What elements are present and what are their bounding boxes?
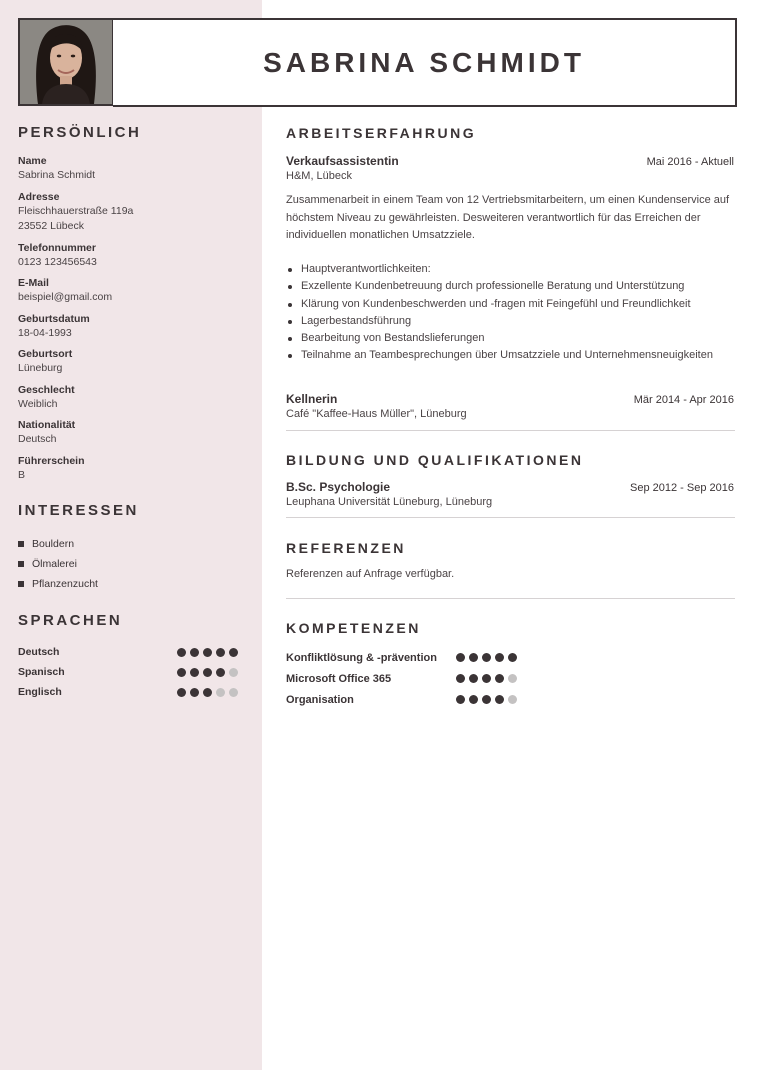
experience-section-title: ARBEITSERFAHRUNG [286,125,477,141]
personal-field-email [18,276,248,312]
skill-row [286,647,517,668]
list-item [18,554,98,574]
rating-dot-empty [508,674,517,683]
divider [286,517,735,518]
field-value: Lüneburg [18,362,63,374]
language-name: Spanisch [18,666,65,678]
job-date: Mär 2014 - Apr 2016 [633,394,734,406]
personal-section-title: PERSÖNLICH [18,124,142,141]
field-value: Fleischhauerstraße 119a [18,204,134,217]
field-label: Geschlecht [18,383,75,396]
field-value-line2: 23552 Lübeck [18,219,84,232]
rating-dot-filled [482,653,491,662]
rating-dots [177,688,238,697]
field-label: E-Mail [18,277,49,289]
list-item [18,574,98,594]
field-value: 18-04-1993 [18,326,72,339]
field-label: Führerschein [18,454,85,467]
rating-dot-filled [190,668,199,677]
field-label: Geburtsdatum [18,312,90,325]
field-value: Weiblich [18,397,58,410]
profile-photo [18,18,114,106]
rating-dot-filled [203,688,212,697]
personal-field-birthdate [18,312,248,348]
list-item: Hauptverantwortlichkeiten: [286,261,734,278]
rating-dot-filled [203,668,212,677]
language-name: Englisch [18,686,62,698]
personal-field-license [18,454,248,490]
rating-dot-filled [482,695,491,704]
languages-section-title: SPRACHEN [18,612,123,629]
skill-name: Organisation [286,693,354,706]
skills-list [286,647,517,710]
job-company: H&M, Lübeck [286,170,353,182]
interest-label: Pflanzenzucht [32,578,98,590]
bullet-square-icon [18,581,24,587]
divider [286,598,735,599]
candidate-name: SABRINA SCHMIDT [263,46,585,78]
rating-dot-filled [190,688,199,697]
list-item: Exzellente Kundenbetreuung durch professionelle Beratung und Unterstützung [286,278,734,295]
rating-dot-filled [508,653,517,662]
name-box [113,18,737,107]
list-item: Klärung von Kundenbeschwerden und -fragen mit Feingefühl und Freundlichkeit [286,296,734,313]
rating-dot-filled [229,648,238,657]
field-label: Telefonnummer [18,241,96,254]
field-value: beispiel@gmail.com [18,291,113,303]
list-item: Teilnahme an Teambesprechungen über Umsatzziele und Unternehmensneuigkeiten [286,347,734,364]
rating-dot-filled [216,668,225,677]
rating-dot-filled [216,648,225,657]
rating-dot-filled [469,653,478,662]
rating-dot-filled [456,695,465,704]
list-item: Bearbeitung von Bestandslieferungen [286,330,734,347]
language-row [18,642,238,662]
list-item: Lagerbestandsführung [286,313,734,330]
references-section-title: REFERENZEN [286,540,406,556]
personal-field-nationality [18,418,248,454]
education-section-title: BILDUNG UND QUALIFIKATIONEN [286,452,584,468]
rating-dot-filled [482,674,491,683]
personal-field-gender [18,383,248,419]
field-label: Adresse [18,190,60,203]
references-text: Referenzen auf Anfrage verfügbar. [286,568,455,580]
personal-field-birthplace [18,347,248,383]
rating-dots [456,674,517,683]
language-row [18,682,238,702]
rating-dot-empty [229,688,238,697]
language-row [18,662,238,682]
rating-dot-filled [177,688,186,697]
languages-list [18,642,238,702]
portrait-image [20,20,112,104]
job-entry [286,392,734,420]
rating-dot-filled [469,674,478,683]
bullet-square-icon [18,541,24,547]
field-value: 0123 123456543 [18,255,97,268]
rating-dots [456,695,517,704]
rating-dot-filled [456,653,465,662]
skill-row [286,689,517,710]
job-date: Mai 2016 - Aktuell [646,156,734,168]
rating-dots [177,668,238,677]
language-name: Deutsch [18,646,60,658]
rating-dot-filled [495,653,504,662]
divider [286,430,735,431]
field-value: Sabrina Schmidt [18,169,96,181]
education-institution: Leuphana Universität Lüneburg, Lüneburg [286,496,493,508]
rating-dot-filled [190,648,199,657]
rating-dot-empty [216,688,225,697]
interest-label: Ölmalerei [32,558,77,570]
field-label: Nationalität [18,419,76,431]
education-entry [286,480,734,508]
personal-details [18,154,248,489]
job-title: Verkaufsassistentin [286,154,399,168]
job-entry [286,154,734,182]
job-title: Kellnerin [286,392,338,406]
personal-field-address [18,190,248,241]
interests-list [18,534,98,594]
rating-dot-filled [456,674,465,683]
rating-dot-filled [177,648,186,657]
skills-section-title: KOMPETENZEN [286,620,421,636]
education-title: B.Sc. Psychologie [286,480,391,494]
field-value: B [18,468,26,481]
bullet-square-icon [18,561,24,567]
job-description: Zusammenarbeit in einem Team von 12 Vertriebsmitarbeitern, um einen Kundenservice auf höchstem Niveau zu gewährleisten. Desweiteren verantwortlich für das Erreichen der individuellen monatlichen Umsatzziele. [286,194,730,241]
rating-dots [456,653,517,662]
job-company: Café "Kaffee-Haus Müller", Lüneburg [286,408,467,420]
rating-dots [177,648,238,657]
skill-row [286,668,517,689]
list-item [18,534,98,554]
field-value: Deutsch [18,433,57,445]
field-label: Geburtsort [18,348,73,360]
skill-name: Microsoft Office 365 [286,672,392,685]
education-date: Sep 2012 - Sep 2016 [630,482,734,494]
interests-section-title: INTERESSEN [18,502,139,519]
rating-dot-filled [495,674,504,683]
rating-dot-empty [508,695,517,704]
rating-dot-filled [469,695,478,704]
rating-dot-filled [177,668,186,677]
personal-field-name [18,154,248,190]
interest-label: Bouldern [32,538,75,550]
job-bullets [286,261,734,365]
rating-dot-filled [495,695,504,704]
skill-name: Konfliktlösung & -prävention [286,651,437,664]
rating-dot-empty [229,668,238,677]
field-label: Name [18,155,47,167]
personal-field-phone [18,241,248,277]
rating-dot-filled [203,648,212,657]
